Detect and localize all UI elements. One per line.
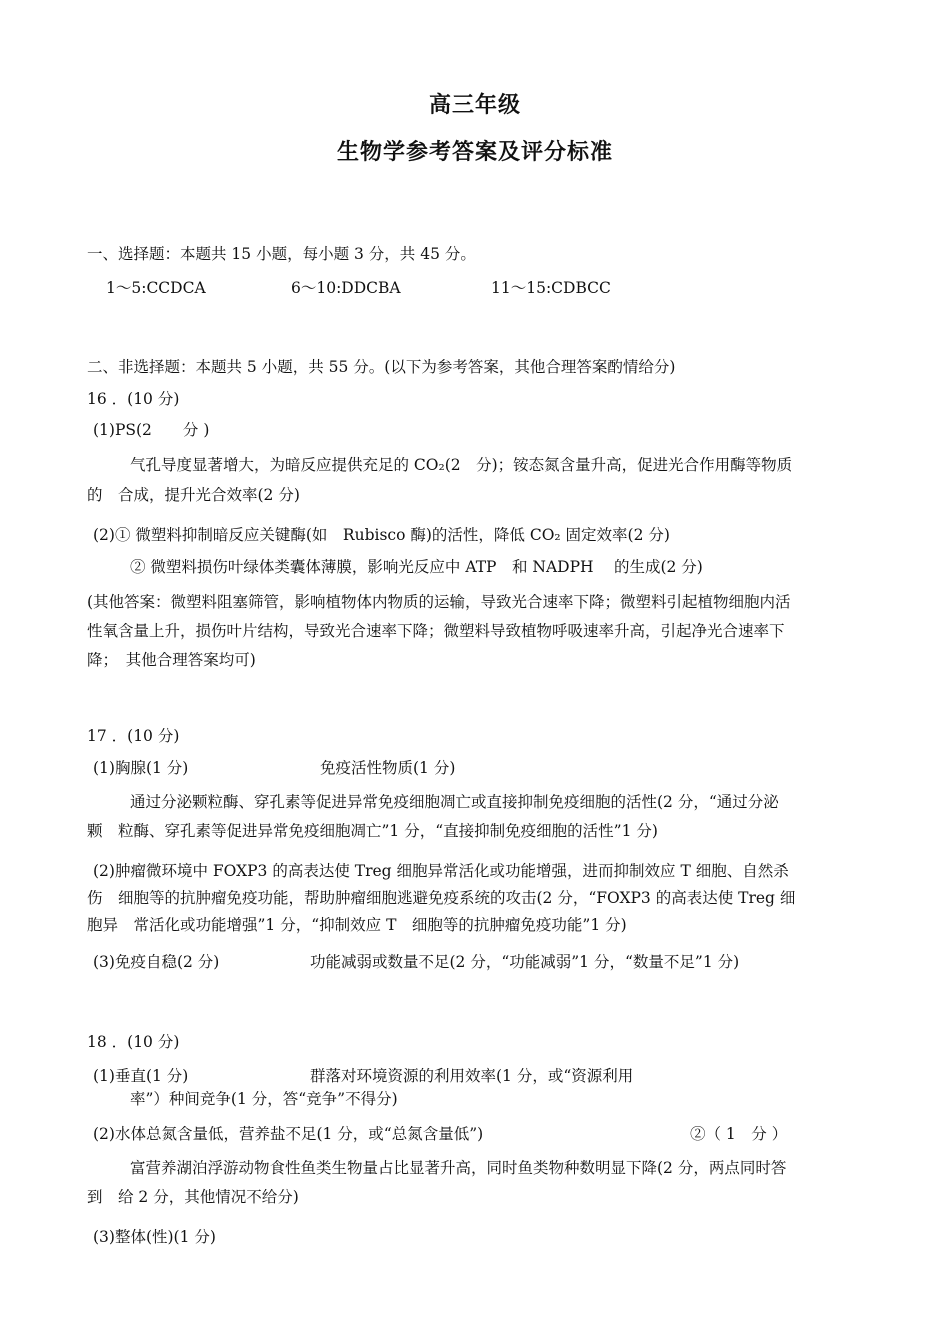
q17-part1-detail-a: 通过分泌颗粒酶、穿孔素等促进异常免疫细胞凋亡或直接抑制免疫细胞的活性(2 分，“通过分泌 — [130, 793, 779, 811]
q16-part2-b: ② 微塑料损伤叶绿体类囊体薄膜，影响光反应中 ATP 和 NADPH 的生成(2 分) — [130, 558, 703, 576]
q17-part2-a: (2)肿瘤微环境中 FOXP3 的高表达使 Treg 细胞异常活化或功能增强，进而抑制效应 T 细胞、自然杀 — [93, 862, 789, 880]
q17-part1-a: (1)胸腺(1 分) — [93, 759, 189, 777]
q18-part2-detail-b: 到 给 2 分，其他情况不给分) — [87, 1188, 299, 1206]
q18-part2-detail-a: 富营养湖泊浮游动物食性鱼类生物量占比显著升高，同时鱼类物种数明显下降(2 分，两点同时答 — [130, 1159, 787, 1177]
q18-heading: 18 ．(10 分) — [87, 1033, 180, 1051]
q16-other-answers-c: 降； 其他合理答案均可) — [87, 651, 256, 669]
q16-other-answers-a: (其他答案：微塑料阻塞筛管，影响植物体内物质的运输，导致光合速率下降；微塑料引起植物细胞内活 — [87, 593, 791, 611]
q17-part3-a: (3)免疫自稳(2 分) — [93, 953, 220, 971]
q17-part1-b: 免疫活性物质(1 分) — [320, 759, 456, 777]
q16-part1-detail-b: 的 合成，提升光合效率(2 分) — [87, 486, 300, 504]
q18-part1-c: 率”）种间竞争(1 分，答“竞争”不得分) — [130, 1090, 398, 1108]
section2-heading: 二、非选择题：本题共 5 小题，共 55 分。(以下为参考答案，其他合理答案酌情给分) — [87, 358, 676, 376]
q17-part2-b: 伤 细胞等的抗肿瘤免疫功能，帮助肿瘤细胞逃避免疫系统的攻击(2 分，“FOXP3 的高表达使 Treg 细 — [87, 889, 796, 907]
grade-title: 高三年级 — [428, 93, 521, 118]
q18-part1-b: 群落对环境资源的利用效率(1 分，或“资源利用 — [310, 1067, 634, 1085]
q17-heading: 17 ．(10 分) — [87, 727, 180, 745]
page-title: 生物学参考答案及评分标准 — [336, 140, 613, 165]
q16-part1: (1)PS(2 分 ) — [93, 421, 210, 439]
q16-heading: 16 ．(10 分) — [87, 390, 180, 408]
q17-part3-b: 功能减弱或数量不足(2 分，“功能减弱”1 分，“数量不足”1 分) — [310, 953, 740, 971]
q17-part2-c: 胞异 常活化或功能增强”1 分，“抑制效应 T 细胞等的抗肿瘤免疫功能”1 分) — [87, 916, 627, 934]
mc-answers-11-15: 11～15:CDBCC — [491, 279, 611, 297]
q16-part2-a: (2)① 微塑料抑制暗反应关键酶(如 Rubisco 酶)的活性，降低 CO₂ 固定效率(2 分) — [93, 526, 670, 544]
q16-part1-detail-a: 气孔导度显著增大，为暗反应提供充足的 CO₂(2 分)；铵态氮含量升高，促进光合作用酶等物质 — [130, 456, 793, 474]
mc-answers-6-10: 6～10:DDCBA — [291, 279, 401, 297]
q18-part3: (3)整体(性)(1 分) — [93, 1228, 216, 1246]
section1-heading: 一、选择题：本题共 15 小题，每小题 3 分，共 45 分。 — [87, 245, 476, 263]
q18-part1-a: (1)垂直(1 分) — [93, 1067, 189, 1085]
mc-answers-1-5: 1～5:CCDCA — [106, 279, 206, 297]
q17-part1-detail-b: 颗 粒酶、穿孔素等促进异常免疫细胞凋亡”1 分，“直接抑制免疫细胞的活性”1 分) — [87, 822, 658, 840]
q16-other-answers-b: 性氧含量上升，损伤叶片结构，导致光合速率下降；微塑料导致植物呼吸速率升高，引起净光合速率下 — [87, 622, 785, 640]
q18-part2-b: ②（ 1 分 ） — [690, 1125, 788, 1143]
q18-part2-a: (2)水体总氮含量低，营养盐不足(1 分，或“总氮含量低”) — [93, 1125, 484, 1143]
